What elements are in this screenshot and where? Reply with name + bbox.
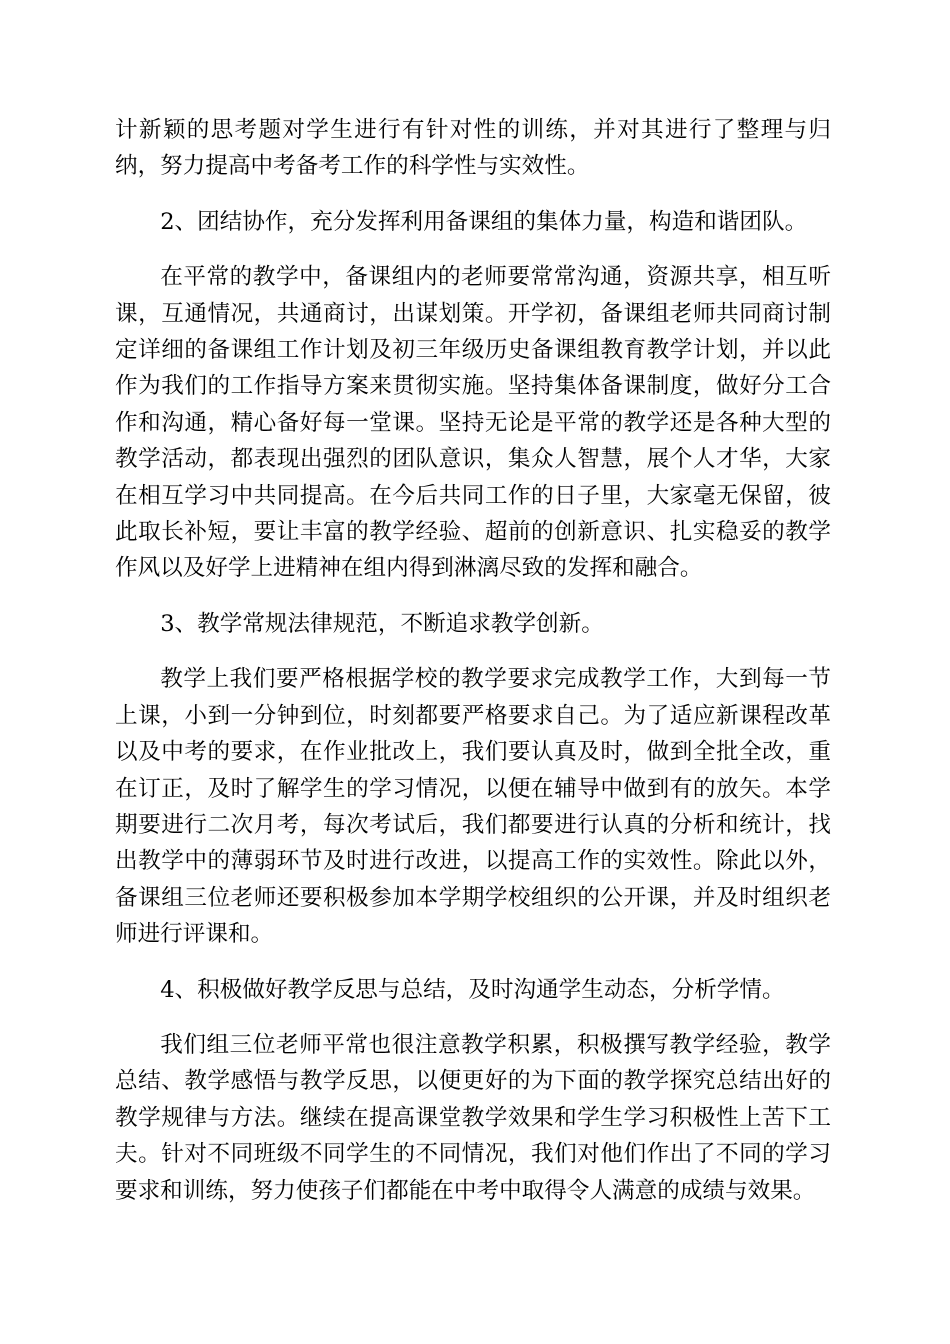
paragraph-gap [115, 587, 831, 606]
document-body [115, 112, 831, 1209]
paragraph-reflection: 我们组三位老师平常也很注意教学积累，积极撰写教学经验，教学总结、教学感悟与教学反思，以便更好的为下面的教学探究总结出好的教学规律与方法。继续在提高课堂教学效果和学生学习积极性上苦下工夫。针对不同班级不同学生的不同情况，我们对他们作出了不同的学习要求和训练，努力使孩子们都能在中考中取得令人满意的成绩与效果。 [115, 1031, 831, 1204]
paragraph-gap [115, 185, 831, 204]
section-heading-3: 3、教学常规法律规范，不断追求教学创新。 [160, 610, 604, 637]
paragraph-continuation: 计新颖的思考题对学生进行有针对性的训练，并对其进行了整理与归纳，努力提高中考备考工作的科学性与实效性。 [115, 117, 831, 180]
section-heading-2: 2、团结协作，充分发挥利用备课组的集体力量，构造和谐团队。 [160, 208, 808, 235]
paragraph-gap [115, 642, 831, 661]
paragraph-teamwork: 在平常的教学中，备课组内的老师要常常沟通，资源共享，相互听课，互通情况，共通商讨，出谋划策。开学初，备课组老师共同商讨制定详细的备课组工作计划及初三年级历史备课组教育教学计划，并以此作为我们的工作指导方案来贯彻实施。坚持集体备课制度，做好分工合作和沟通，精心备好每一堂课。坚持无论是平常的教学还是各种大型的教学活动，都表现出强烈的团队意识，集众人智慧，展个人才华，大家在相互学习中共同提高。在今后共同工作的日子里，大家毫无保留，彼此取长补短，要让丰富的教学经验、超前的创新意识、扎实稳妥的教学作风以及好学上进精神在组内得到淋漓尽致的发挥和融合。 [115, 264, 831, 582]
paragraph-gap [115, 953, 831, 972]
paragraph-teaching-routine: 教学上我们要严格根据学校的教学要求完成教学工作，大到每一节上课，小到一分钟到位，时刻都要严格要求自己。为了适应新课程改革以及中考的要求，在作业批改上，我们要认真及时，做到全批全改，重在订正，及时了解学生的学习情况，以便在辅导中做到有的放矢。本学期要进行二次月考，每次考试后，我们都要进行认真的分析和统计，找出教学中的薄弱环节及时进行改进，以提高工作的实效性。除此以外，备课组三位老师还要积极参加本学期学校组织的公开课，并及时组织老师进行评课和。 [115, 666, 831, 948]
paragraph-gap [115, 240, 831, 259]
paragraph-gap [115, 1008, 831, 1027]
section-heading-4: 4、积极做好教学反思与总结，及时沟通学生动态，分析学情。 [160, 976, 785, 1003]
